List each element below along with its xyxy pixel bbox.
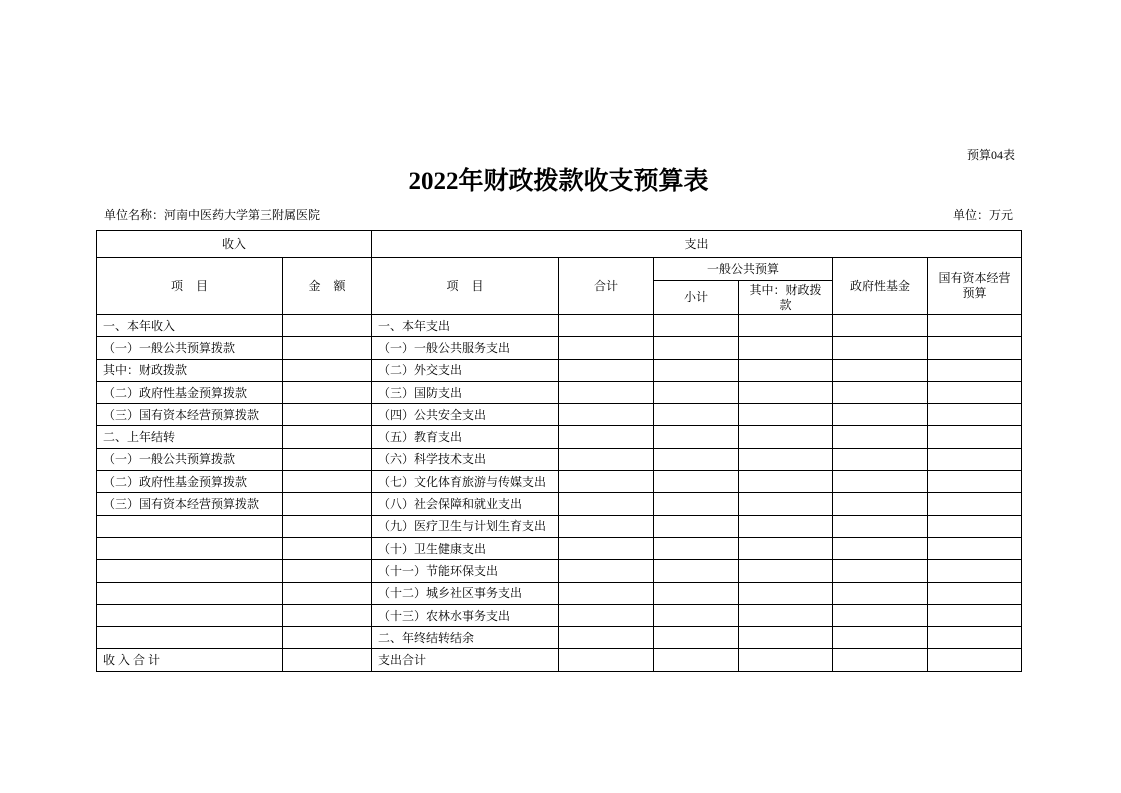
state-capital-cell: [928, 426, 1022, 448]
expense-header: 支出: [372, 231, 1022, 258]
income-item-cell: [97, 582, 283, 604]
total-cell: [559, 315, 654, 337]
unit-name-label: 单位名称：河南中医药大学第三附属医院: [104, 208, 321, 222]
expense-item-cell: （五）教育支出: [372, 426, 559, 448]
subtotal-cell: [654, 627, 739, 649]
income-item-cell: （二）政府性基金预算拨款: [97, 381, 283, 403]
state-capital-cell: [928, 582, 1022, 604]
subtotal-cell: [654, 315, 739, 337]
total-cell: [559, 515, 654, 537]
income-amount-cell: [283, 515, 372, 537]
fiscal-allocation-cell: [739, 493, 833, 515]
fiscal-allocation-cell: [739, 381, 833, 403]
gov-fund-cell: [833, 537, 928, 559]
state-capital-header: 国有资本经营预算: [928, 258, 1022, 315]
state-capital-cell: [928, 337, 1022, 359]
income-item-cell: 一、本年收入: [97, 315, 283, 337]
expense-item-cell: （八）社会保障和就业支出: [372, 493, 559, 515]
gov-fund-header: 政府性基金: [833, 258, 928, 315]
fiscal-allocation-cell: [739, 471, 833, 493]
total-cell: [559, 627, 654, 649]
gov-fund-cell: [833, 627, 928, 649]
fiscal-allocation-cell: [739, 604, 833, 626]
fiscal-allocation-cell: [739, 627, 833, 649]
expense-item-header: 项 目: [372, 258, 559, 315]
total-cell: [559, 337, 654, 359]
income-item-cell: [97, 627, 283, 649]
expense-item-cell: （九）医疗卫生与计划生育支出: [372, 515, 559, 537]
income-amount-cell: [283, 359, 372, 381]
total-cell: [559, 560, 654, 582]
subtotal-cell: [654, 649, 739, 671]
income-amount-cell: [283, 448, 372, 470]
income-amount-cell: [283, 493, 372, 515]
income-item-cell: （三）国有资本经营预算拨款: [97, 404, 283, 426]
currency-unit-label: 单位：万元: [952, 208, 1013, 222]
state-capital-cell: [928, 448, 1022, 470]
gov-fund-cell: [833, 381, 928, 403]
fiscal-allocation-cell: [739, 515, 833, 537]
fiscal-allocation-cell: [739, 582, 833, 604]
header-row: [97, 231, 1022, 258]
fiscal-allocation-cell: [739, 359, 833, 381]
total-header: 合计: [559, 258, 654, 315]
gov-fund-cell: [833, 471, 928, 493]
state-capital-cell: [928, 515, 1022, 537]
expense-item-cell: （三）国防支出: [372, 381, 559, 403]
fiscal-allocation-header: 其中：财政拨款: [739, 281, 833, 315]
state-capital-cell: [928, 381, 1022, 403]
gov-fund-cell: [833, 359, 928, 381]
expense-item-cell: （十一）节能环保支出: [372, 560, 559, 582]
total-cell: [559, 649, 654, 671]
subtotal-cell: [654, 560, 739, 582]
fiscal-allocation-cell: [739, 448, 833, 470]
gov-fund-cell: [833, 515, 928, 537]
expense-item-cell: （十）卫生健康支出: [372, 537, 559, 559]
table-row: [97, 337, 1022, 359]
gov-fund-cell: [833, 493, 928, 515]
gov-fund-cell: [833, 337, 928, 359]
state-capital-cell: [928, 471, 1022, 493]
expense-item-cell: 二、年终结转结余: [372, 627, 559, 649]
income-amount-cell: [283, 404, 372, 426]
table-row: [97, 560, 1022, 582]
income-item-cell: 其中：财政拨款: [97, 359, 283, 381]
fiscal-allocation-cell: [739, 337, 833, 359]
general-budget-header: 一般公共预算: [654, 258, 833, 281]
total-cell: [559, 359, 654, 381]
income-item-cell: 收 入 合 计: [97, 649, 283, 671]
state-capital-cell: [928, 627, 1022, 649]
subtotal-cell: [654, 337, 739, 359]
fiscal-allocation-cell: [739, 315, 833, 337]
income-item-cell: （一）一般公共预算拨款: [97, 337, 283, 359]
expense-item-cell: （四）公共安全支出: [372, 404, 559, 426]
gov-fund-cell: [833, 560, 928, 582]
fiscal-allocation-cell: [739, 649, 833, 671]
subtotal-header: 小计: [654, 281, 739, 315]
table-row: [97, 315, 1022, 337]
state-capital-cell: [928, 604, 1022, 626]
subtotal-cell: [654, 426, 739, 448]
income-item-cell: 二、上年结转: [97, 426, 283, 448]
fiscal-allocation-cell: [739, 560, 833, 582]
total-cell: [559, 404, 654, 426]
subtotal-cell: [654, 359, 739, 381]
income-item-cell: （三）国有资本经营预算拨款: [97, 493, 283, 515]
state-capital-cell: [928, 359, 1022, 381]
income-amount-cell: [283, 560, 372, 582]
income-header: 收入: [97, 231, 372, 258]
table-row: [97, 426, 1022, 448]
total-cell: [559, 604, 654, 626]
table-row: [97, 515, 1022, 537]
expense-item-cell: （二）外交支出: [372, 359, 559, 381]
total-cell: [559, 537, 654, 559]
income-item-cell: （一）一般公共预算拨款: [97, 448, 283, 470]
gov-fund-cell: [833, 649, 928, 671]
income-item-cell: [97, 604, 283, 626]
fiscal-allocation-cell: [739, 537, 833, 559]
gov-fund-cell: [833, 404, 928, 426]
state-capital-cell: [928, 315, 1022, 337]
gov-fund-cell: [833, 448, 928, 470]
total-cell: [559, 582, 654, 604]
expense-item-cell: （七）文化体育旅游与传媒支出: [372, 471, 559, 493]
subtotal-cell: [654, 515, 739, 537]
fiscal-allocation-cell: [739, 404, 833, 426]
total-cell: [559, 426, 654, 448]
form-number: 预算04表: [966, 148, 1015, 162]
subtotal-cell: [654, 471, 739, 493]
income-amount-cell: [283, 315, 372, 337]
table-row: [97, 471, 1022, 493]
expense-item-cell: （十二）城乡社区事务支出: [372, 582, 559, 604]
table-row: [97, 359, 1022, 381]
income-amount-cell: [283, 471, 372, 493]
income-amount-cell: [283, 537, 372, 559]
gov-fund-cell: [833, 604, 928, 626]
gov-fund-cell: [833, 315, 928, 337]
income-item-cell: [97, 537, 283, 559]
fiscal-allocation-cell: [739, 426, 833, 448]
expense-item-cell: （一）一般公共服务支出: [372, 337, 559, 359]
total-cell: [559, 471, 654, 493]
income-amount-cell: [283, 582, 372, 604]
table-row: [97, 627, 1022, 649]
income-item-cell: （二）政府性基金预算拨款: [97, 471, 283, 493]
income-amount-cell: [283, 337, 372, 359]
total-cell: [559, 448, 654, 470]
table-row: [97, 493, 1022, 515]
header-row: [97, 258, 1022, 281]
state-capital-cell: [928, 649, 1022, 671]
subtotal-cell: [654, 604, 739, 626]
table-row: [97, 537, 1022, 559]
income-amount-cell: [283, 604, 372, 626]
table-row: [97, 448, 1022, 470]
state-capital-cell: [928, 493, 1022, 515]
income-amount-header: 金 额: [283, 258, 372, 315]
gov-fund-cell: [833, 582, 928, 604]
income-item-header: 项 目: [97, 258, 283, 315]
subtotal-cell: [654, 381, 739, 403]
expense-item-cell: （十三）农林水事务支出: [372, 604, 559, 626]
subtotal-cell: [654, 448, 739, 470]
subtotal-cell: [654, 537, 739, 559]
page-title: 2022年财政拨款收支预算表: [408, 168, 709, 195]
income-item-cell: [97, 515, 283, 537]
table-row: [97, 604, 1022, 626]
state-capital-cell: [928, 537, 1022, 559]
subtotal-cell: [654, 493, 739, 515]
table-row: [97, 582, 1022, 604]
table-row: [97, 649, 1022, 671]
gov-fund-cell: [833, 426, 928, 448]
subtotal-cell: [654, 404, 739, 426]
income-amount-cell: [283, 627, 372, 649]
state-capital-cell: [928, 404, 1022, 426]
expense-item-cell: 一、本年支出: [372, 315, 559, 337]
state-capital-cell: [928, 560, 1022, 582]
expense-item-cell: （六）科学技术支出: [372, 448, 559, 470]
table-row: [97, 381, 1022, 403]
income-item-cell: [97, 560, 283, 582]
budget-table: [96, 230, 1022, 672]
table-row: [97, 404, 1022, 426]
income-amount-cell: [283, 649, 372, 671]
subtotal-cell: [654, 582, 739, 604]
income-amount-cell: [283, 381, 372, 403]
expense-item-cell: 支出合计: [372, 649, 559, 671]
total-cell: [559, 381, 654, 403]
income-amount-cell: [283, 426, 372, 448]
total-cell: [559, 493, 654, 515]
